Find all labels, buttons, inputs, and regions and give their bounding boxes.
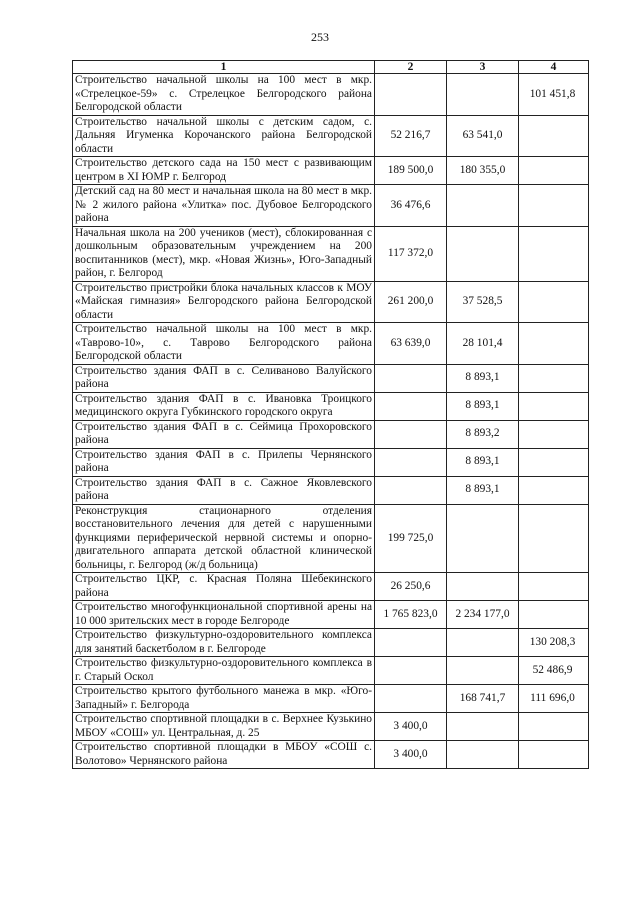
- table-row: [73, 629, 589, 657]
- table-row: [73, 448, 589, 476]
- row-value-col3: 2 234 177,0: [447, 601, 519, 629]
- row-value-col3: 8 893,1: [447, 476, 519, 504]
- table-row: [73, 741, 589, 769]
- row-value-col3: [447, 629, 519, 657]
- row-value-col4: [519, 476, 589, 504]
- row-description: Реконструкция стационарного отделения восстановительного лечения для детей с нарушенными функциями периферической нервной системы и опорно-двигательного аппарата детской областной клинической больницы, г. Белгород (ж/д больница): [73, 504, 375, 573]
- row-value-col2: 189 500,0: [375, 157, 447, 185]
- row-value-col2: 63 639,0: [375, 323, 447, 365]
- table-header-row: [73, 61, 589, 74]
- row-value-col4: [519, 420, 589, 448]
- table-row: [73, 713, 589, 741]
- row-value-col3: 8 893,1: [447, 392, 519, 420]
- row-value-col2: [375, 420, 447, 448]
- row-value-col3: [447, 741, 519, 769]
- row-description: Строительство начальной школы с детским садом, с. Дальняя Игуменка Корочанского района Белгородской области: [73, 115, 375, 157]
- table-row: [73, 573, 589, 601]
- row-value-col3: 37 528,5: [447, 281, 519, 323]
- table-row: [73, 323, 589, 365]
- row-description: Строительство крытого футбольного манежа в мкр. «Юго-Западный» г. Белгорода: [73, 685, 375, 713]
- row-value-col4: [519, 448, 589, 476]
- row-value-col3: 8 893,1: [447, 364, 519, 392]
- row-value-col2: 261 200,0: [375, 281, 447, 323]
- row-value-col2: 36 476,6: [375, 185, 447, 227]
- table-row: [73, 364, 589, 392]
- column-header-1: 1: [73, 61, 375, 74]
- row-value-col3: [447, 573, 519, 601]
- row-value-col2: [375, 392, 447, 420]
- row-description: Строительство физкультурно-оздоровительного комплекса в г. Старый Оскол: [73, 657, 375, 685]
- row-description: Строительство здания ФАП в с. Ивановка Троицкого медицинского округа Губкинского городского округа: [73, 392, 375, 420]
- row-value-col3: [447, 226, 519, 281]
- row-description: Строительство детского сада на 150 мест с развивающим центром в XI ЮМР г. Белгород: [73, 157, 375, 185]
- row-description: Строительство спортивной площадки в с. Верхнее Кузькино МБОУ «СОШ» ул. Центральная, д. 25: [73, 713, 375, 741]
- row-value-col3: 180 355,0: [447, 157, 519, 185]
- row-value-col4: [519, 504, 589, 573]
- row-value-col2: [375, 629, 447, 657]
- table-row: [73, 601, 589, 629]
- row-description: Строительство спортивной площадки в МБОУ «СОШ с. Волотово» Чернянского района: [73, 741, 375, 769]
- row-value-col2: [375, 685, 447, 713]
- row-value-col4: [519, 226, 589, 281]
- row-value-col4: [519, 392, 589, 420]
- table-row: [73, 392, 589, 420]
- table-row: [73, 657, 589, 685]
- table-body: [73, 74, 589, 769]
- row-value-col2: [375, 476, 447, 504]
- row-value-col2: [375, 657, 447, 685]
- row-value-col4: [519, 323, 589, 365]
- row-description: Строительство здания ФАП в с. Прилепы Чернянского района: [73, 448, 375, 476]
- row-description: Детский сад на 80 мест и начальная школа на 80 мест в мкр. № 2 жилого района «Улитка» пос. Дубовое Белгородского района: [73, 185, 375, 227]
- row-value-col4: 52 486,9: [519, 657, 589, 685]
- row-value-col2: [375, 364, 447, 392]
- row-value-col4: 130 208,3: [519, 629, 589, 657]
- row-value-col2: 3 400,0: [375, 741, 447, 769]
- row-description: Начальная школа на 200 учеников (мест), сблокированная с дошкольным образовательным учреждением на 200 воспитанников (мест), мкр. «Новая Жизнь», Юго-Западный район, г. Белгород: [73, 226, 375, 281]
- row-value-col4: [519, 157, 589, 185]
- row-value-col3: 28 101,4: [447, 323, 519, 365]
- row-value-col4: [519, 281, 589, 323]
- row-value-col4: 101 451,8: [519, 74, 589, 116]
- row-value-col2: [375, 74, 447, 116]
- table-row: [73, 157, 589, 185]
- row-value-col3: [447, 713, 519, 741]
- row-description: Строительство ЦКР, с. Красная Поляна Шебекинского района: [73, 573, 375, 601]
- table-row: [73, 685, 589, 713]
- row-value-col4: [519, 364, 589, 392]
- page-number: 253: [311, 30, 329, 44]
- row-value-col4: [519, 573, 589, 601]
- table-row: [73, 74, 589, 116]
- table-row: [73, 185, 589, 227]
- row-description: Строительство начальной школы на 100 мест в мкр. «Таврово-10», с. Таврово Белгородского района Белгородской области: [73, 323, 375, 365]
- column-header-3: 3: [447, 61, 519, 74]
- row-value-col2: 117 372,0: [375, 226, 447, 281]
- row-value-col3: 63 541,0: [447, 115, 519, 157]
- row-value-col3: [447, 504, 519, 573]
- row-value-col3: 8 893,2: [447, 420, 519, 448]
- row-value-col4: [519, 741, 589, 769]
- row-description: Строительство многофункциональной спортивной арены на 10 000 зрительских мест в городе Белгороде: [73, 601, 375, 629]
- row-description: Строительство здания ФАП в с. Сажное Яковлевского района: [73, 476, 375, 504]
- row-value-col4: [519, 713, 589, 741]
- row-value-col4: [519, 185, 589, 227]
- row-value-col4: 111 696,0: [519, 685, 589, 713]
- row-value-col3: 168 741,7: [447, 685, 519, 713]
- row-value-col2: 199 725,0: [375, 504, 447, 573]
- table-row: [73, 281, 589, 323]
- row-value-col2: 52 216,7: [375, 115, 447, 157]
- budget-table: [72, 60, 589, 769]
- row-value-col3: 8 893,1: [447, 448, 519, 476]
- row-description: Строительство пристройки блока начальных классов к МОУ «Майская гимназия» Белгородского района Белгородской области: [73, 281, 375, 323]
- row-description: Строительство здания ФАП в с. Селиваново Валуйского района: [73, 364, 375, 392]
- row-value-col4: [519, 601, 589, 629]
- column-header-4: 4: [519, 61, 589, 74]
- table-row: [73, 420, 589, 448]
- row-value-col2: 3 400,0: [375, 713, 447, 741]
- table-row: [73, 115, 589, 157]
- row-value-col2: 1 765 823,0: [375, 601, 447, 629]
- row-description: Строительство физкультурно-оздоровительного комплекса для занятий баскетболом в г. Белгороде: [73, 629, 375, 657]
- row-value-col3: [447, 657, 519, 685]
- table-row: [73, 226, 589, 281]
- row-description: Строительство здания ФАП в с. Сеймица Прохоровского района: [73, 420, 375, 448]
- row-value-col2: [375, 448, 447, 476]
- table-row: [73, 476, 589, 504]
- row-value-col2: 26 250,6: [375, 573, 447, 601]
- table-row: [73, 504, 589, 573]
- column-header-2: 2: [375, 61, 447, 74]
- row-value-col4: [519, 115, 589, 157]
- row-value-col3: [447, 185, 519, 227]
- row-value-col3: [447, 74, 519, 116]
- row-description: Строительство начальной школы на 100 мест в мкр. «Стрелецкое-59» с. Стрелецкое Белгородского района Белгородской области: [73, 74, 375, 116]
